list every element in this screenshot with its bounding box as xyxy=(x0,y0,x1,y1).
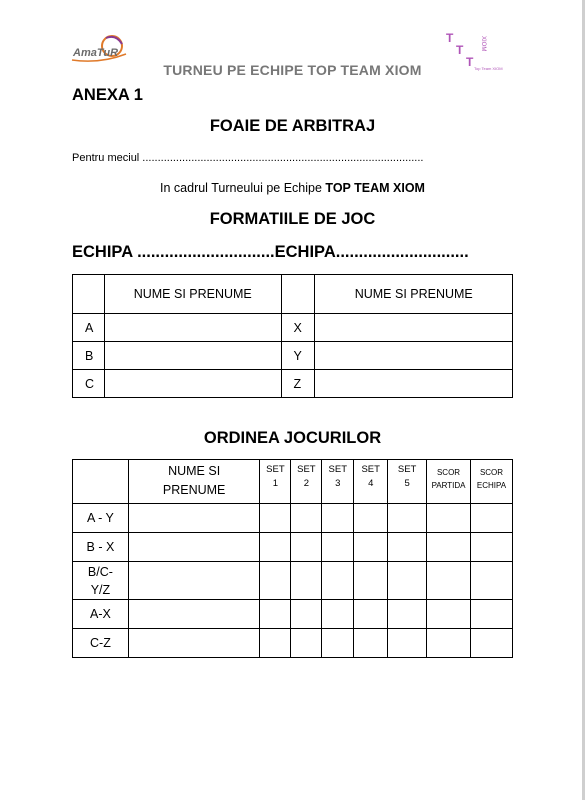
name-input-cell[interactable] xyxy=(104,314,281,342)
name-input-cell[interactable] xyxy=(128,504,260,533)
team-score-cell[interactable] xyxy=(471,504,513,533)
set-5-header: SET 5 xyxy=(388,460,427,504)
name-input-cell[interactable] xyxy=(128,629,260,658)
svg-text:T: T xyxy=(456,43,464,57)
table-row xyxy=(73,504,513,533)
anexa-label: ANEXA 1 xyxy=(72,86,143,104)
svg-text:AmaTuR: AmaTuR xyxy=(73,47,119,59)
game-pairing: A - Y xyxy=(73,504,129,533)
player-letter-left: A xyxy=(73,314,105,342)
set-score-cell[interactable] xyxy=(354,600,388,629)
context-tournament-name: TOP TEAM XIOM xyxy=(325,181,425,195)
name-input-cell[interactable] xyxy=(128,600,260,629)
match-score-cell[interactable] xyxy=(427,533,471,562)
table-row xyxy=(73,562,513,600)
set-score-cell[interactable] xyxy=(322,629,354,658)
team-score-header: SCOR ECHIPA xyxy=(471,460,513,504)
svg-text:Top Team XIOM: Top Team XIOM xyxy=(474,66,503,71)
set-score-cell[interactable] xyxy=(388,504,427,533)
set-score-cell[interactable] xyxy=(388,629,427,658)
set-score-cell[interactable] xyxy=(322,562,354,600)
formations-title: FORMATIILE DE JOC xyxy=(209,210,376,228)
name-input-cell[interactable] xyxy=(104,342,281,370)
player-letter-right: Z xyxy=(281,370,315,398)
name-input-cell[interactable] xyxy=(315,342,513,370)
set-score-cell[interactable] xyxy=(291,562,322,600)
set-2-header: SET 2 xyxy=(291,460,322,504)
set-score-cell[interactable] xyxy=(388,600,427,629)
svg-text:T: T xyxy=(446,31,454,45)
player-letter-right: Y xyxy=(281,342,315,370)
name-header-right: NUME SI PRENUME xyxy=(315,275,513,314)
empty-cell xyxy=(73,275,105,314)
name-input-cell[interactable] xyxy=(128,562,260,600)
tournament-context-line xyxy=(72,181,513,195)
game-order-title: ORDINEA JOCURILOR xyxy=(203,429,382,447)
player-letter-right: X xyxy=(281,314,315,342)
svg-text:T: T xyxy=(466,55,474,69)
game-pairing: A-X xyxy=(73,600,129,629)
set-score-cell[interactable] xyxy=(354,533,388,562)
table-row xyxy=(73,629,513,658)
game-order-header-row xyxy=(73,460,513,504)
set-score-cell[interactable] xyxy=(260,504,291,533)
empty-cell xyxy=(73,460,129,504)
tournament-header-title: TURNEU PE ECHIPE TOP TEAM XIOM xyxy=(163,62,422,78)
game-pairing: C-Z xyxy=(73,629,129,658)
game-order-table xyxy=(72,459,513,658)
teams-line: ECHIPA ..............................ECHIPA............................. xyxy=(72,243,469,261)
match-score-cell[interactable] xyxy=(427,600,471,629)
match-score-cell[interactable] xyxy=(427,562,471,600)
game-pairing: B - X xyxy=(73,533,129,562)
team-score-cell[interactable] xyxy=(471,533,513,562)
game-pairing: B/C- Y/Z xyxy=(73,562,129,600)
set-score-cell[interactable] xyxy=(260,629,291,658)
set-score-cell[interactable] xyxy=(291,629,322,658)
formations-header-row xyxy=(73,275,513,314)
set-score-cell[interactable] xyxy=(322,600,354,629)
team-score-cell[interactable] xyxy=(471,629,513,658)
set-score-cell[interactable] xyxy=(260,562,291,600)
name-header: NUME SI PRENUME xyxy=(128,460,260,504)
table-row xyxy=(73,370,513,398)
match-score-cell[interactable] xyxy=(427,629,471,658)
set-score-cell[interactable] xyxy=(291,600,322,629)
set-score-cell[interactable] xyxy=(260,600,291,629)
formations-table xyxy=(72,274,513,398)
match-score-cell[interactable] xyxy=(427,504,471,533)
player-letter-left: B xyxy=(73,342,105,370)
set-4-header: SET 4 xyxy=(354,460,388,504)
table-row xyxy=(73,314,513,342)
set-3-header: SET 3 xyxy=(322,460,354,504)
name-input-cell[interactable] xyxy=(104,370,281,398)
set-score-cell[interactable] xyxy=(354,504,388,533)
player-letter-left: C xyxy=(73,370,105,398)
name-input-cell[interactable] xyxy=(128,533,260,562)
document-title: FOAIE DE ARBITRAJ xyxy=(209,117,376,135)
name-header-left: NUME SI PRENUME xyxy=(104,275,281,314)
name-input-cell[interactable] xyxy=(315,370,513,398)
table-row xyxy=(73,342,513,370)
set-score-cell[interactable] xyxy=(388,562,427,600)
team-score-cell[interactable] xyxy=(471,600,513,629)
svg-text:XIOM: XIOM xyxy=(480,36,486,52)
table-row xyxy=(73,600,513,629)
set-score-cell[interactable] xyxy=(291,533,322,562)
set-score-cell[interactable] xyxy=(291,504,322,533)
set-score-cell[interactable] xyxy=(354,629,388,658)
context-prefix: In cadrul Turneului pe Echipe xyxy=(160,181,326,195)
set-score-cell[interactable] xyxy=(322,533,354,562)
empty-cell xyxy=(281,275,315,314)
team-score-cell[interactable] xyxy=(471,562,513,600)
set-score-cell[interactable] xyxy=(354,562,388,600)
set-score-cell[interactable] xyxy=(322,504,354,533)
name-input-cell[interactable] xyxy=(315,314,513,342)
set-score-cell[interactable] xyxy=(388,533,427,562)
set-1-header: SET 1 xyxy=(260,460,291,504)
pentru-meciul-line: Pentru meciul ............................................................................................ xyxy=(72,152,424,164)
set-score-cell[interactable] xyxy=(260,533,291,562)
match-score-header: SCOR PARTIDA xyxy=(427,460,471,504)
table-row xyxy=(73,533,513,562)
